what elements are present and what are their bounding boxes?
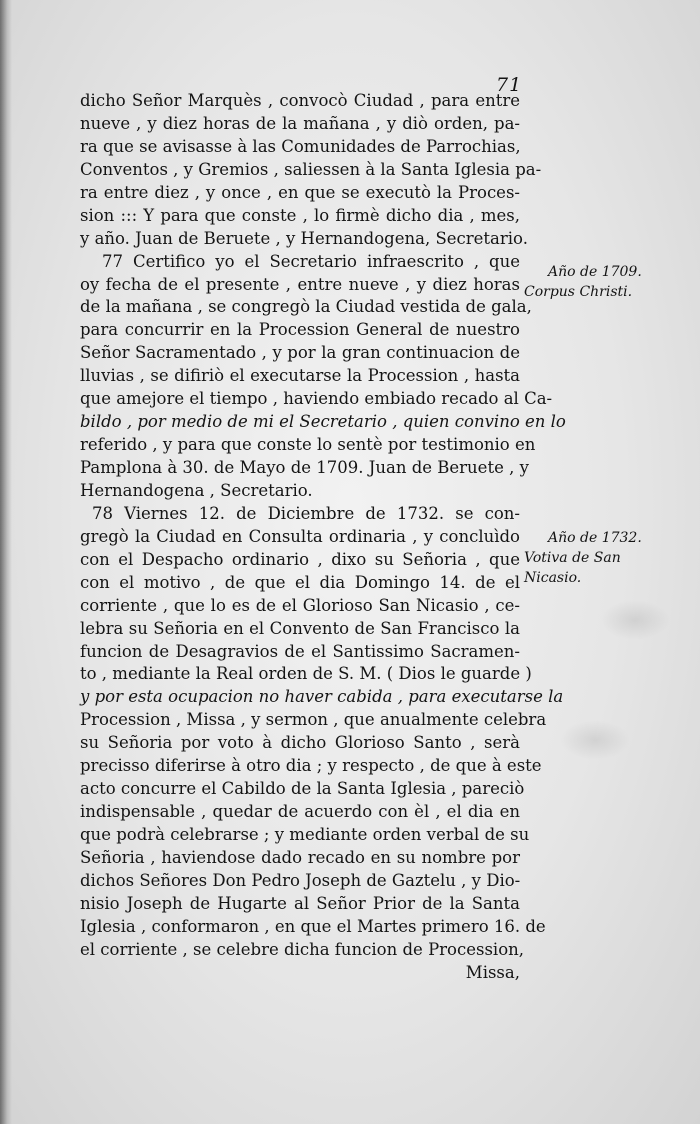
margin-note-line: Votiva de San (524, 550, 621, 566)
margin-note-line: Nicasio. (524, 570, 582, 586)
text-line: y por esta ocupacion no haver cabida , para executarse la (80, 687, 564, 707)
text-line: corriente , que lo es de el Glorioso San Nicasio , ce- (80, 595, 520, 615)
page-gutter-shadow (0, 0, 12, 1124)
text-line: dichos Señores Don Pedro Joseph de Gaztelu , y Dio- (80, 870, 521, 890)
text-line: y año. Juan de Beruete , y Hernandogena, Secretario. (80, 228, 528, 248)
margin-note-line: Año de 1732. (548, 530, 642, 546)
text-line: su Señoria por voto à dicho Glorioso Santo , serà (80, 733, 520, 753)
text-line: referido , y para que conste lo sentè por testimonio en (80, 435, 536, 455)
text-line: precisso diferirse à otro dia ; y respecto , de que à este (80, 756, 542, 776)
text-line: Procession , Missa , y sermon , que anualmente celebra (80, 710, 547, 730)
paragraph-78-start: 78 Viernes 12. de Diciembre de 1732. se con- (92, 503, 520, 523)
text-line: nisio Joseph de Hugarte al Señor Prior de la Santa (80, 893, 520, 913)
paper-stain (560, 720, 630, 760)
margin-note-1732 (524, 528, 644, 588)
text-line: dicho Señor Marquès , convocò Ciudad , para entre (80, 91, 520, 110)
text-line: que podrà celebrarse ; y mediante orden verbal de su (80, 825, 530, 844)
text-line: indispensable , quedar de acuerdo con èl , el dia en (80, 802, 520, 822)
paragraph-77-start: 77 Certifico yo el Secretario infraescrito , que (102, 251, 520, 271)
text-line: to , mediante la Real orden de S. M. ( Dios le guarde ) (80, 664, 532, 684)
text-line: Señor Sacramentado , y por la gran continuacion de (80, 343, 520, 363)
text-line: con el motivo , de que el dia Domingo 14. de el (80, 572, 520, 592)
text-line: oy fecha de el presente , entre nueve , y diez horas (80, 274, 520, 294)
page-number: 71 (496, 74, 523, 96)
text-line: Iglesia , conformaron , en que el Martes primero 16. de (80, 916, 546, 936)
text-line: sion ::: Y para que conste , lo firmè dicho dia , mes, (80, 205, 520, 225)
text-line: acto concurre el Cabildo de la Santa Iglesia , pareciò (80, 779, 525, 799)
text-line: gregò la Ciudad en Consulta ordinaria , y concluìdo (80, 526, 520, 546)
text-line: bildo , por medio de mi el Secretario , quien convino en lo (80, 412, 566, 432)
paper-stain (600, 600, 670, 640)
text-line: nueve , y diez horas de la mañana , y diò orden, pa- (80, 113, 520, 133)
text-line: ra entre diez , y once , en que se executò la Proces- (80, 182, 520, 202)
text-line: con el Despacho ordinario , dixo su Señoria , que (80, 549, 520, 569)
text-line: lluvias , se difiriò el executarse la Procession , hasta (80, 366, 520, 386)
text-line: el corriente , se celebre dicha funcion de Procession, (80, 939, 525, 959)
margin-note-line: Corpus Christi. (524, 284, 633, 300)
text-line: de la mañana , se congregò la Ciudad vestida de gala, (80, 297, 532, 317)
text-line: Conventos , y Gremios , saliessen à la Santa Iglesia pa- (80, 159, 542, 179)
text-line: Hernandogena , Secretario. (80, 480, 313, 500)
text-line: que amejore el tiempo , haviendo embiado recado al Ca- (80, 389, 553, 409)
margin-note-line: Año de 1709. (548, 264, 642, 280)
body-text (80, 90, 566, 985)
margin-note-1709 (524, 262, 644, 302)
text-line: lebra su Señoria en el Convento de San Francisco la (80, 618, 520, 638)
text-line: funcion de Desagravios de el Santissimo Sacramen- (80, 641, 520, 661)
text-line: para concurrir en la Procession General de nuestro (80, 320, 520, 340)
text-line: ra que se avisasse à las Comunidades de Parrochias, (80, 136, 521, 156)
text-line: Señoria , haviendose dado recado en su nombre por (80, 847, 520, 867)
text-line: Pamplona à 30. de Mayo de 1709. Juan de Beruete , y (80, 458, 529, 477)
catchword: Missa, (465, 962, 520, 982)
